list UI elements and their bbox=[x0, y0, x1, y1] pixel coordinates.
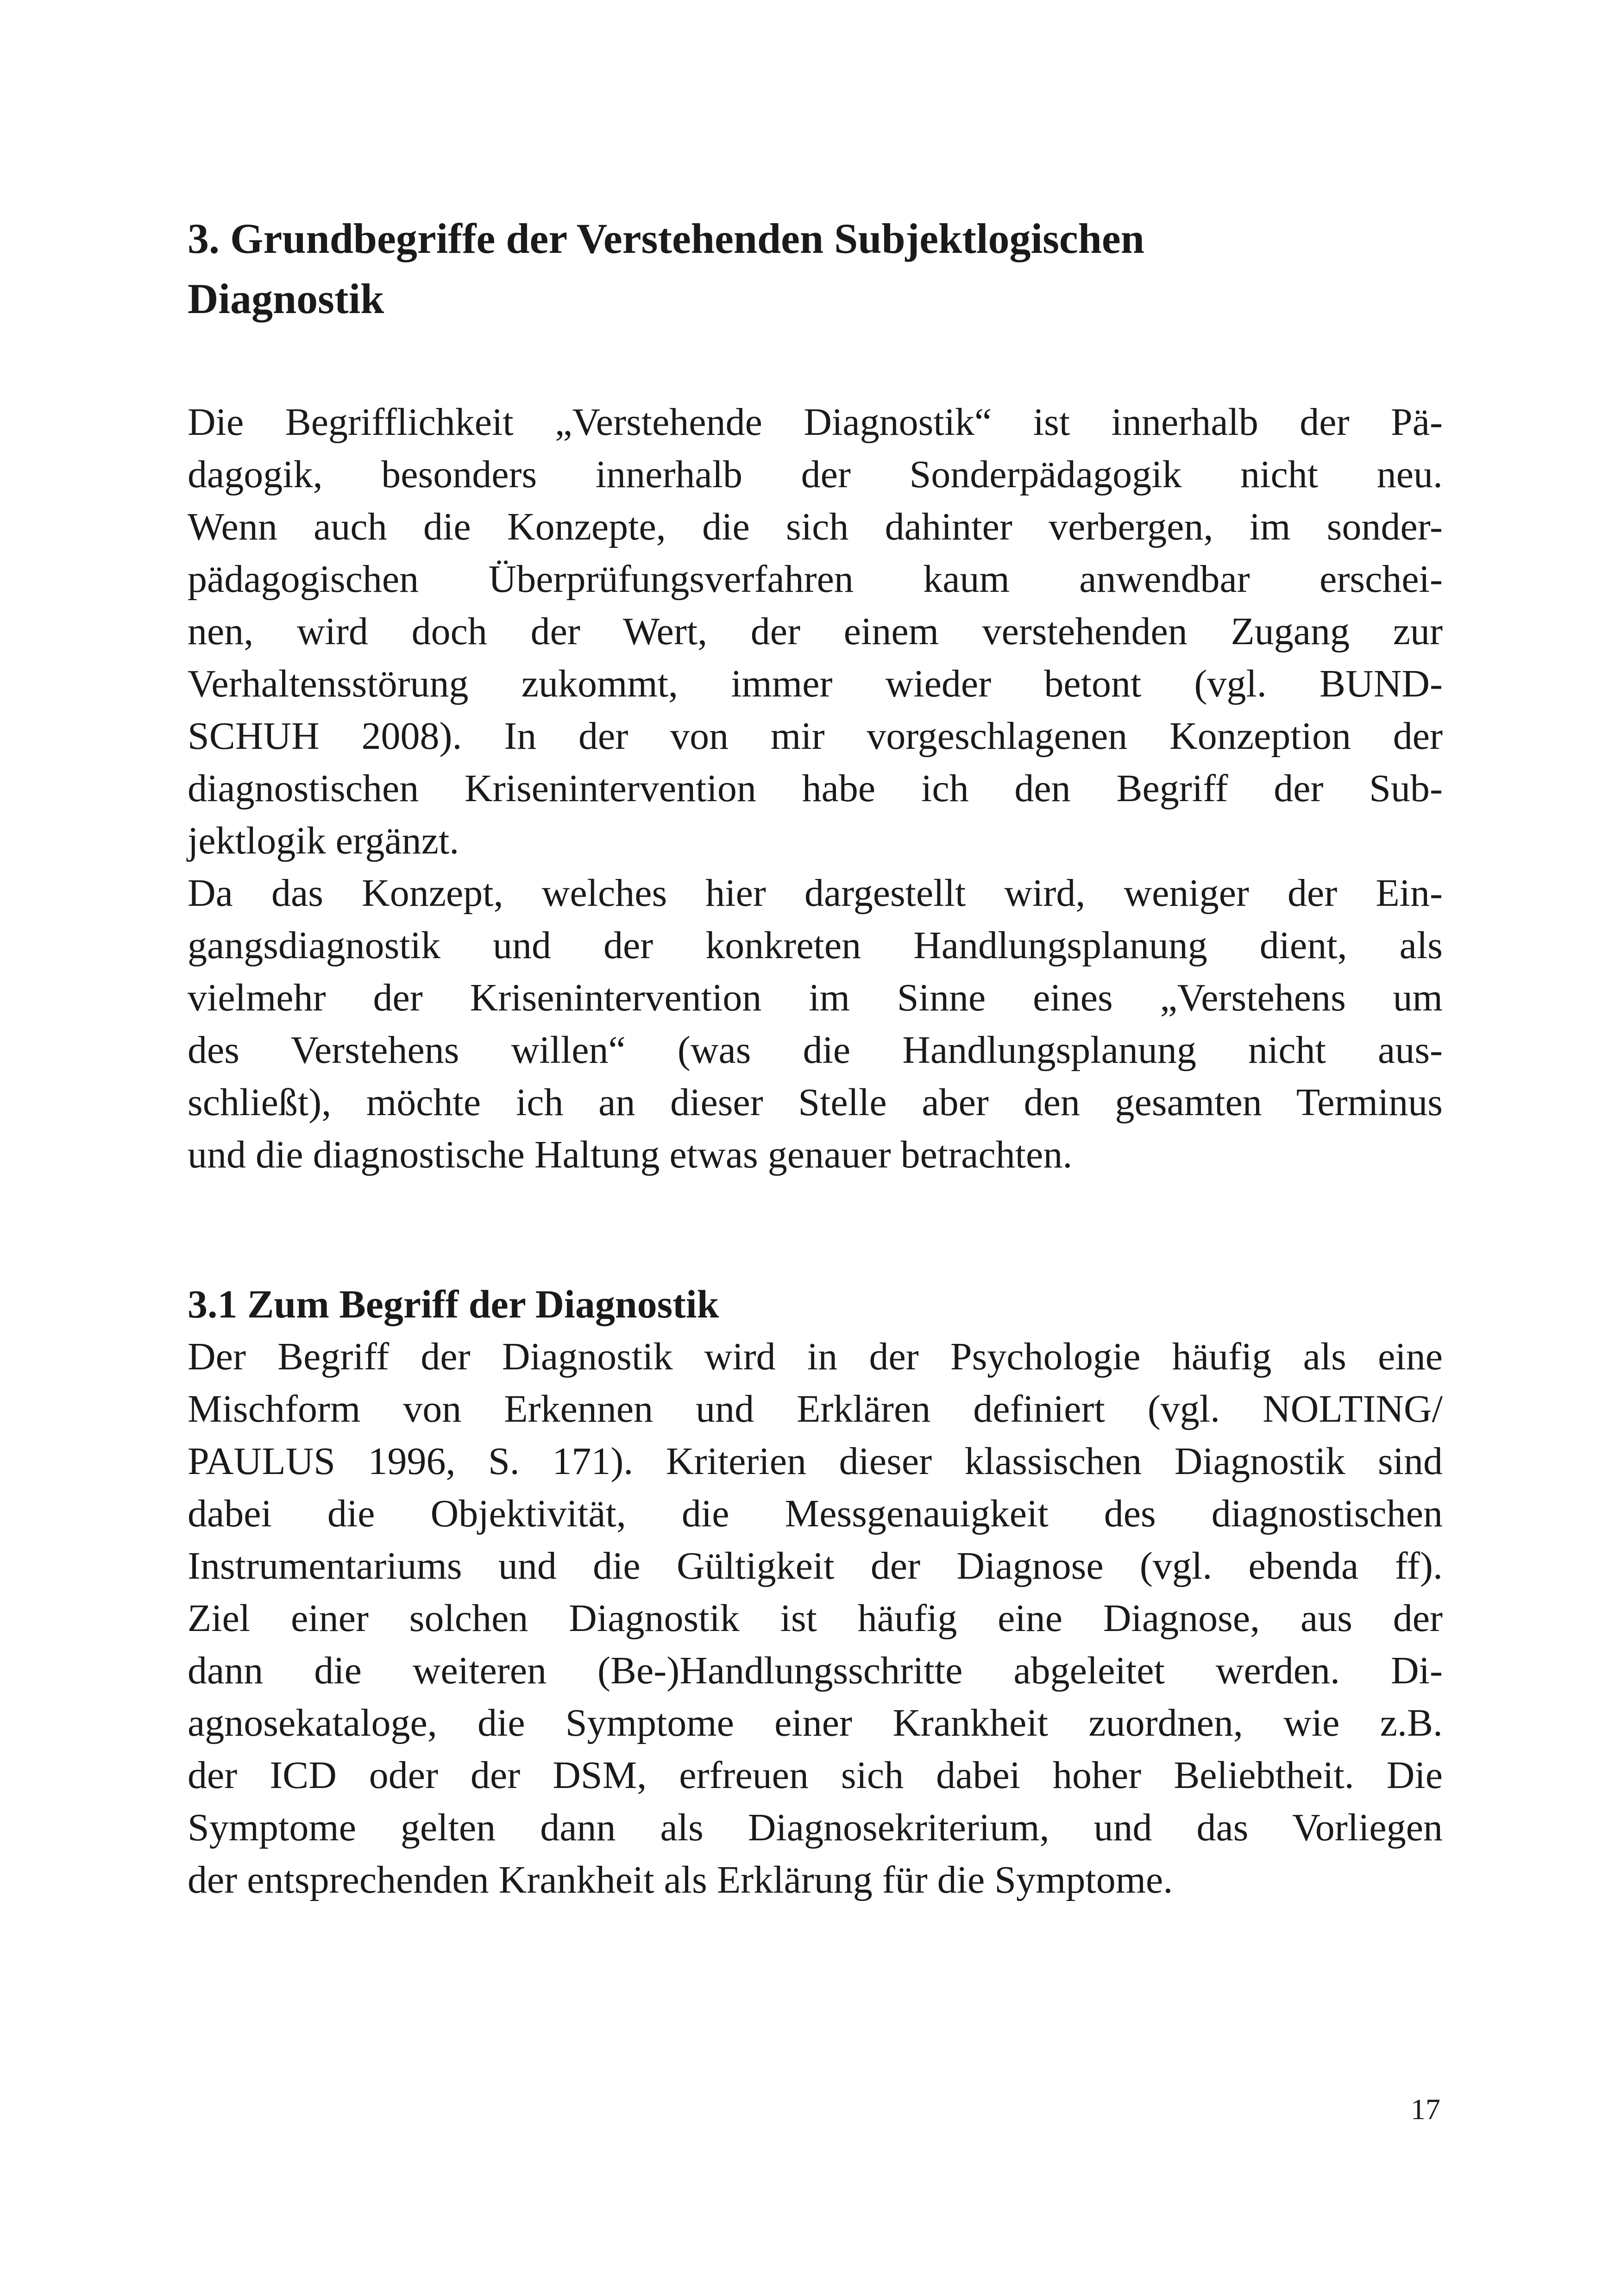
section-heading bbox=[188, 208, 1443, 329]
text-line: pädagogischen Überprüfungsverfahren kaum anwendbar erschei- bbox=[188, 558, 1443, 601]
text-line: der ICD oder der DSM, erfreuen sich dabei hoher Beliebtheit. Die bbox=[188, 1754, 1443, 1797]
text-line: PAULUS 1996, S. 171). Kriterien dieser klassischen Diagnostik sind bbox=[188, 1440, 1443, 1483]
text-line: Ziel einer solchen Diagnostik ist häufig eine Diagnose, aus der bbox=[188, 1597, 1443, 1640]
text-line: dagogik, besonders innerhalb der Sonderpädagogik nicht neu. bbox=[188, 453, 1443, 496]
text-line: jektlogik ergänzt. bbox=[188, 819, 459, 862]
text-line: schließt), möchte ich an dieser Stelle aber den gesamten Terminus bbox=[188, 1081, 1443, 1124]
text-line: agnosekataloge, die Symptome einer Krankheit zuordnen, wie z.B. bbox=[188, 1701, 1443, 1744]
text-line: dann die weiteren (Be-)Handlungsschritte abgeleitet werden. Di- bbox=[188, 1649, 1443, 1692]
text-line: Verhaltensstörung zukommt, immer wieder betont (vgl. BUND- bbox=[188, 662, 1443, 705]
text-line: Der Begriff der Diagnostik wird in der Psychologie häufig als eine bbox=[188, 1335, 1443, 1378]
text-line: vielmehr der Krisenintervention im Sinne eines „Verstehens um bbox=[188, 976, 1443, 1019]
text-line: Wenn auch die Konzepte, die sich dahinter verbergen, im sonder- bbox=[188, 505, 1443, 548]
text-line: der entsprechenden Krankheit als Erklärung für die Symptome. bbox=[188, 1858, 1173, 1901]
page-number: 17 bbox=[1411, 2093, 1440, 2126]
text-line: dabei die Objektivität, die Messgenauigkeit des diagnostischen bbox=[188, 1492, 1443, 1535]
text-line: und die diagnostische Haltung etwas genauer betrachten. bbox=[188, 1133, 1073, 1176]
section-paragraph-2 bbox=[188, 867, 1443, 1181]
text-line: diagnostischen Krisenintervention habe ich den Begriff der Sub- bbox=[188, 767, 1443, 810]
text-line: des Verstehens willen“ (was die Handlungsplanung nicht aus- bbox=[188, 1029, 1443, 1072]
text-line: Die Begrifflichkeit „Verstehende Diagnostik“ ist innerhalb der Pä- bbox=[188, 401, 1443, 444]
text-line: gangsdiagnostik und der konkreten Handlungsplanung dient, als bbox=[188, 924, 1443, 967]
page-content bbox=[188, 208, 1443, 1906]
text-line: Mischform von Erkennen und Erklären definiert (vgl. NOLTING/ bbox=[188, 1387, 1443, 1430]
section-paragraph-1 bbox=[188, 396, 1443, 867]
section-heading-line: Diagnostik bbox=[188, 275, 384, 322]
subsection-heading: 3.1 Zum Begriff der Diagnostik bbox=[188, 1282, 719, 1326]
text-line: nen, wird doch der Wert, der einem verstehenden Zugang zur bbox=[188, 610, 1443, 653]
subsection-paragraph bbox=[188, 1330, 1443, 1906]
text-line: Symptome gelten dann als Diagnosekriterium, und das Vorliegen bbox=[188, 1806, 1443, 1849]
text-line: Da das Konzept, welches hier dargestellt wird, weniger der Ein- bbox=[188, 872, 1443, 915]
text-line: Instrumentariums und die Gültigkeit der Diagnose (vgl. ebenda ff). bbox=[188, 1544, 1443, 1587]
text-line: SCHUH 2008). In der von mir vorgeschlagenen Konzeption der bbox=[188, 715, 1443, 758]
section-heading-line: 3. Grundbegriffe der Verstehenden Subjektlogischen bbox=[188, 215, 1144, 262]
